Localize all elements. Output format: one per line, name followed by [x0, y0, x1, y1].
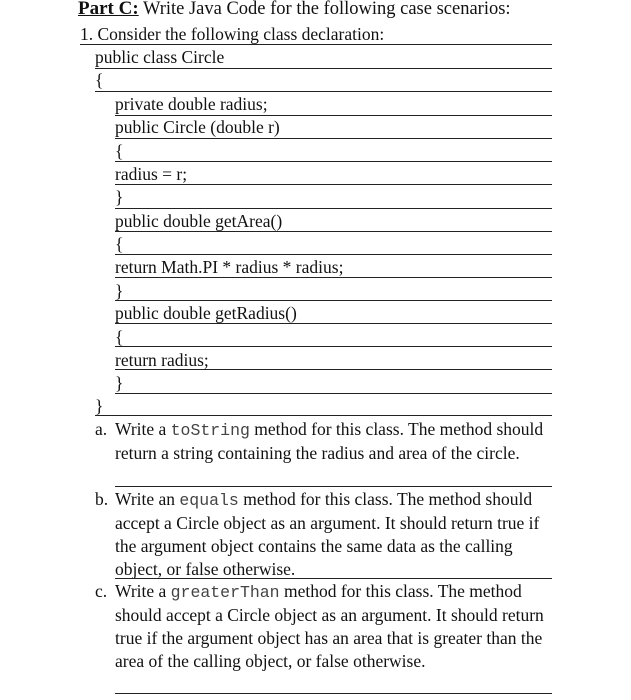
code-line: radius = r;: [115, 164, 188, 184]
question-number: 1.: [80, 24, 94, 44]
code-line: public Circle (double r): [115, 117, 280, 137]
rule: [95, 415, 552, 416]
code-line: {: [115, 234, 124, 254]
question-intro: [80, 23, 384, 45]
task-b-text: [115, 488, 545, 581]
task-b-label: b.: [95, 489, 109, 509]
code-line: return radius;: [115, 350, 209, 370]
rule: [115, 277, 552, 278]
code-line: {: [115, 327, 124, 347]
code-line: }: [115, 187, 124, 207]
rule: [115, 346, 552, 347]
rule: [115, 486, 552, 487]
task-b-post: method for this class. The method should accept a Circle object as an argument. It should return true if the argument object contains the same data as the calling object, or false otherwise.: [115, 489, 540, 579]
rule: [115, 300, 552, 301]
task-c-text: [115, 580, 545, 673]
task-c-method: greaterThan: [170, 583, 280, 602]
rule: [115, 184, 552, 185]
rule: [95, 68, 552, 69]
rule: [115, 323, 552, 324]
part-description: Write Java Code for the following case scenarios:: [142, 0, 511, 19]
code-line: {: [115, 141, 124, 161]
rule: [115, 393, 552, 394]
rule: [80, 44, 552, 45]
rule: [115, 231, 552, 232]
rule: [95, 91, 552, 92]
code-line: public double getArea(): [115, 211, 283, 231]
task-a-label: a.: [95, 419, 108, 439]
rule: [115, 578, 552, 579]
code-line: public class Circle: [95, 47, 225, 67]
task-a-method: toString: [170, 421, 250, 440]
code-line: private double radius;: [115, 94, 268, 114]
rule: [115, 208, 552, 209]
task-a-text: [115, 418, 545, 465]
code-line: }: [115, 373, 124, 393]
task-c-label: c.: [95, 581, 108, 601]
rule: [115, 693, 552, 694]
rule: [115, 369, 552, 370]
task-b-pre: Write an: [115, 489, 176, 509]
code-line: }: [115, 281, 124, 301]
code-line: {: [95, 70, 104, 90]
task-a-pre: Write a: [115, 419, 167, 439]
code-line: public double getRadius(): [115, 303, 297, 323]
code-line: return Math.PI * radius * radius;: [115, 257, 344, 277]
part-label: Part C:: [78, 0, 139, 19]
task-b-method: equals: [179, 491, 239, 510]
task-c-post: method for this class. The method should accept a Circle object as an argument. It should return true if the argument object has an area that is greater than the area of the calling object, or false otherwise.: [115, 581, 544, 671]
rule: [115, 161, 552, 162]
rule: [115, 138, 552, 139]
rule: [115, 254, 552, 255]
part-heading: [78, 0, 511, 20]
question-text: Consider the following class declaration:: [97, 24, 385, 44]
code-line: }: [95, 396, 104, 416]
task-a-post: method for this class. The method should return a string containing the radius and area of the circle.: [115, 419, 544, 463]
task-c-pre: Write a: [115, 581, 167, 601]
